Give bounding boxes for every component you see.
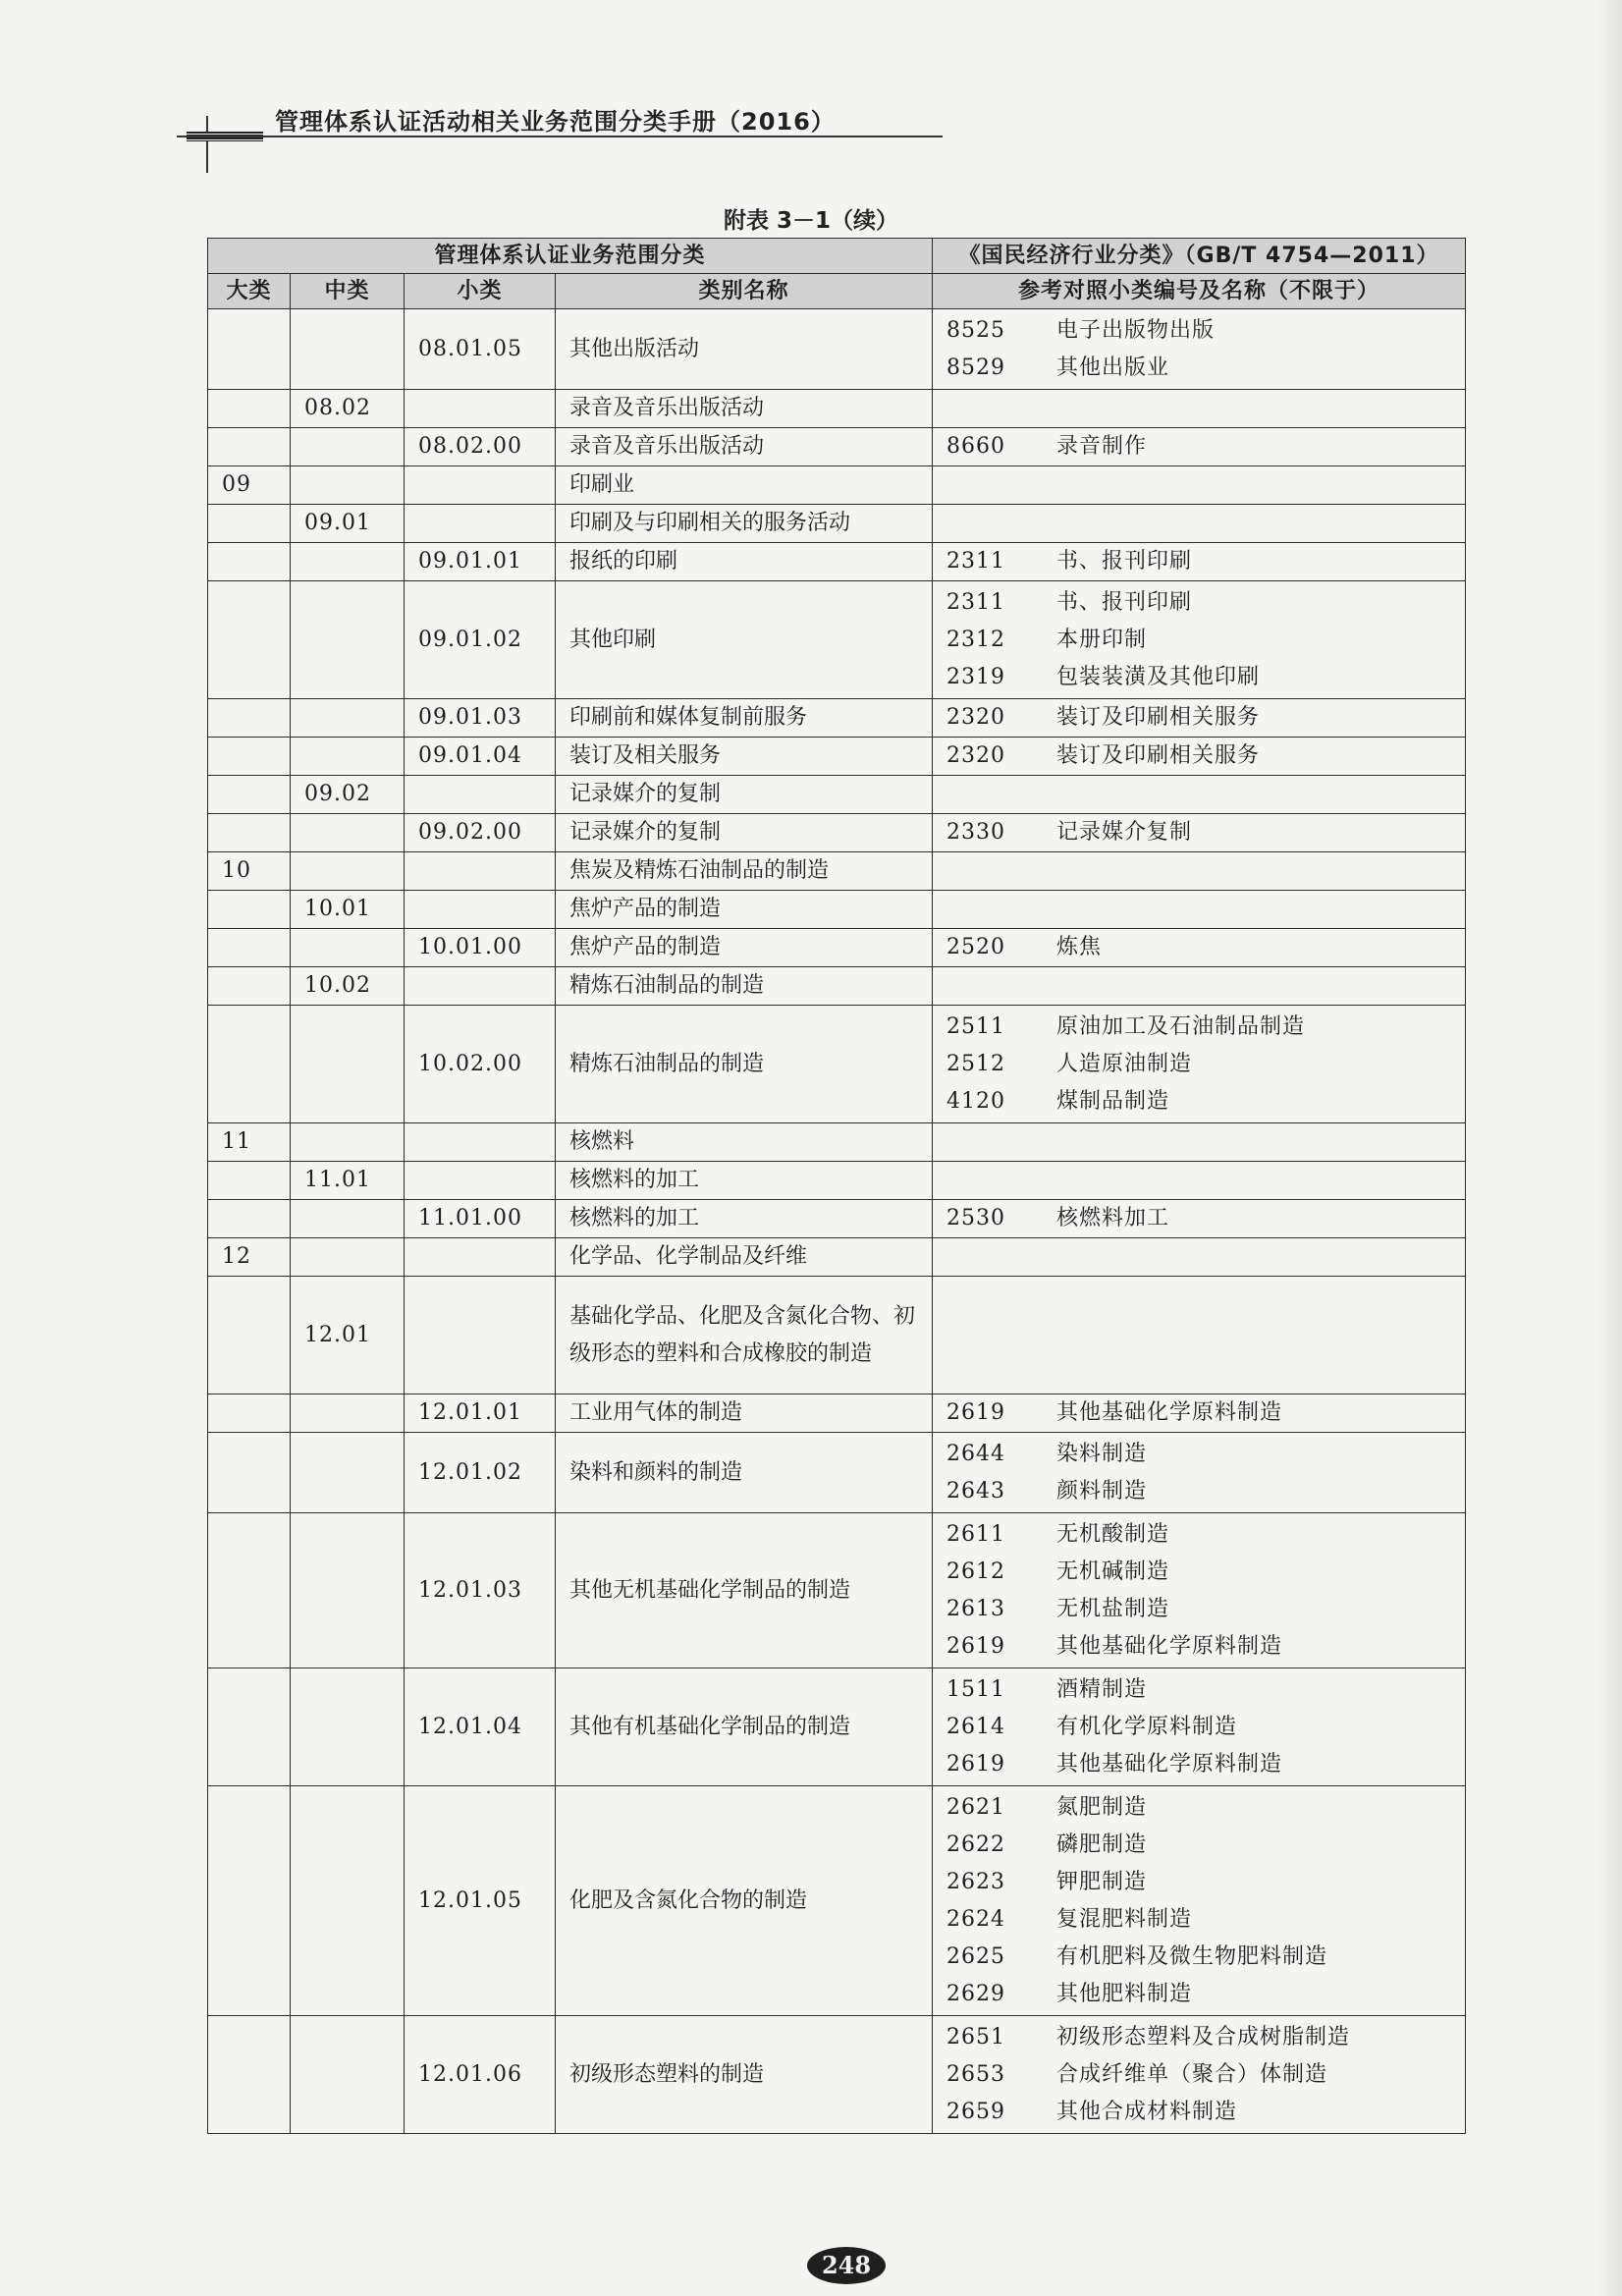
reference-name: 本册印制 — [1056, 627, 1148, 652]
cell-major — [208, 814, 291, 852]
cell-reference — [933, 699, 1466, 738]
classification-table — [207, 238, 1466, 2134]
cell-category-name: 印刷业 — [556, 466, 933, 505]
cell-category-name: 其他有机基础化学制品的制造 — [556, 1668, 933, 1786]
reference-code: 2625 — [946, 1943, 1006, 1969]
reference-name: 记录媒介复制 — [1056, 820, 1193, 845]
cell-category-name: 其他印刷 — [556, 581, 933, 699]
reference-entry — [946, 738, 1451, 775]
cell-mid — [291, 1238, 405, 1277]
cell-mid: 08.02 — [291, 390, 405, 428]
cell-minor — [405, 891, 556, 929]
reference-name: 酒精制造 — [1056, 1676, 1148, 1702]
reference-entry — [946, 2094, 1451, 2131]
cell-category-name: 焦炉产品的制造 — [556, 891, 933, 929]
reference-code: 2512 — [946, 1051, 1006, 1076]
cell-reference — [933, 738, 1466, 776]
reference-entry — [946, 584, 1451, 622]
cell-minor: 12.01.05 — [405, 1786, 556, 2016]
reference-entry — [946, 659, 1451, 696]
cell-mid — [291, 2016, 405, 2134]
reference-code: 2659 — [946, 2099, 1006, 2124]
cell-minor: 09.01.03 — [405, 699, 556, 738]
cell-reference — [933, 1006, 1466, 1123]
table-row — [208, 505, 1466, 543]
reference-name: 炼焦 — [1056, 935, 1103, 959]
table-row — [208, 390, 1466, 428]
reference-name: 装订及印刷相关服务 — [1056, 705, 1261, 730]
cell-reference — [933, 891, 1466, 929]
cell-mid: 10.01 — [291, 891, 405, 929]
cell-reference — [933, 967, 1466, 1006]
reference-entry — [946, 1789, 1451, 1827]
reference-entry — [946, 1939, 1451, 1976]
reference-code: 8660 — [946, 434, 1006, 459]
column-header-row — [208, 274, 1466, 309]
table-row — [208, 776, 1466, 814]
cell-minor — [405, 1162, 556, 1200]
cell-reference — [933, 1162, 1466, 1200]
table-row — [208, 1513, 1466, 1668]
cell-minor — [405, 1277, 556, 1394]
cell-category-name: 核燃料的加工 — [556, 1200, 933, 1238]
cell-major — [208, 428, 291, 466]
cell-major — [208, 1394, 291, 1433]
cell-mid — [291, 581, 405, 699]
reference-code: 2622 — [946, 1831, 1006, 1857]
reference-code: 2320 — [946, 743, 1006, 768]
cell-category-name: 核燃料 — [556, 1123, 933, 1162]
cell-category-name: 其他出版活动 — [556, 309, 933, 390]
cell-category-name: 录音及音乐出版活动 — [556, 390, 933, 428]
cell-category-name: 化肥及含氮化合物的制造 — [556, 1786, 933, 2016]
header-tick-mark — [206, 116, 208, 173]
reference-code: 2643 — [946, 1478, 1006, 1503]
cell-minor — [405, 1238, 556, 1277]
reference-entry — [946, 1200, 1451, 1237]
reference-code: 2511 — [946, 1013, 1006, 1039]
reference-code: 2312 — [946, 627, 1006, 652]
cell-major — [208, 581, 291, 699]
reference-entry — [946, 1083, 1451, 1121]
table-row — [208, 1668, 1466, 1786]
reference-code: 8525 — [946, 317, 1006, 343]
reference-entry — [946, 1671, 1451, 1709]
cell-major — [208, 1513, 291, 1668]
cell-minor: 12.01.06 — [405, 2016, 556, 2134]
cell-mid: 09.01 — [291, 505, 405, 543]
page-edge-shadow — [1596, 0, 1622, 2296]
cell-major — [208, 1433, 291, 1513]
reference-name: 无机酸制造 — [1056, 1521, 1170, 1547]
reference-code: 2653 — [946, 2061, 1006, 2087]
reference-entry — [946, 1709, 1451, 1746]
cell-category-name: 装订及相关服务 — [556, 738, 933, 776]
cell-mid — [291, 699, 405, 738]
cell-category-name: 报纸的印刷 — [556, 543, 933, 581]
reference-entry — [946, 1864, 1451, 1901]
cell-reference — [933, 581, 1466, 699]
cell-mid — [291, 1123, 405, 1162]
cell-category-name: 焦炉产品的制造 — [556, 929, 933, 967]
cell-minor — [405, 852, 556, 891]
reference-entry — [946, 2056, 1451, 2094]
cell-major — [208, 738, 291, 776]
cell-minor — [405, 390, 556, 428]
cell-category-name: 核燃料的加工 — [556, 1162, 933, 1200]
cell-mid — [291, 929, 405, 967]
cell-major — [208, 1200, 291, 1238]
table-row — [208, 967, 1466, 1006]
reference-name: 其他基础化学原料制造 — [1056, 1633, 1283, 1659]
cell-mid — [291, 1668, 405, 1786]
reference-name: 核燃料加工 — [1056, 1206, 1170, 1230]
cell-category-name: 其他无机基础化学制品的制造 — [556, 1513, 933, 1668]
cell-minor: 12.01.04 — [405, 1668, 556, 1786]
cell-reference — [933, 428, 1466, 466]
cell-reference — [933, 1200, 1466, 1238]
header-title: 管理体系认证活动相关业务范围分类手册（2016） — [275, 108, 836, 136]
table-row — [208, 1238, 1466, 1277]
group-header-row — [208, 239, 1466, 274]
reference-code: 2651 — [946, 2024, 1006, 2050]
column-header-mid: 中类 — [291, 274, 405, 309]
group-header-right: 《国民经济行业分类》（GB/T 4754—2011） — [933, 239, 1466, 274]
reference-entry — [946, 1628, 1451, 1666]
cell-category-name: 基础化学品、化肥及含氮化合物、初级形态的塑料和合成橡胶的制造 — [556, 1277, 933, 1394]
cell-major — [208, 390, 291, 428]
cell-category-name: 精炼石油制品的制造 — [556, 1006, 933, 1123]
reference-code: 2614 — [946, 1714, 1006, 1739]
reference-name: 其他基础化学原料制造 — [1056, 1751, 1283, 1777]
reference-name: 有机肥料及微生物肥料制造 — [1056, 1943, 1328, 1969]
table-row — [208, 1433, 1466, 1513]
reference-name: 人造原油制造 — [1056, 1051, 1193, 1076]
reference-name: 装订及印刷相关服务 — [1056, 743, 1261, 768]
reference-code: 2623 — [946, 1869, 1006, 1894]
reference-name: 书、报刊印刷 — [1056, 549, 1193, 574]
cell-reference — [933, 2016, 1466, 2134]
cell-mid — [291, 1433, 405, 1513]
reference-entry — [946, 814, 1451, 851]
cell-category-name: 精炼石油制品的制造 — [556, 967, 933, 1006]
reference-code: 2619 — [946, 1633, 1006, 1659]
table-row — [208, 1006, 1466, 1123]
cell-major: 09 — [208, 466, 291, 505]
cell-category-name: 印刷前和媒体复制前服务 — [556, 699, 933, 738]
reference-entry — [946, 1046, 1451, 1083]
table-caption: 附表 3－1（续） — [723, 208, 898, 234]
reference-name: 书、报刊印刷 — [1056, 589, 1193, 615]
cell-reference — [933, 1786, 1466, 2016]
page-number-badge: 248 — [807, 2247, 886, 2284]
reference-name: 原油加工及石油制品制造 — [1056, 1013, 1306, 1039]
reference-entry — [946, 1516, 1451, 1554]
table-row — [208, 1786, 1466, 2016]
cell-mid — [291, 1786, 405, 2016]
reference-code: 2320 — [946, 705, 1006, 730]
cell-minor: 12.01.01 — [405, 1394, 556, 1433]
cell-category-name: 录音及音乐出版活动 — [556, 428, 933, 466]
reference-entry — [946, 1746, 1451, 1783]
table-row — [208, 1162, 1466, 1200]
reference-name: 氮肥制造 — [1056, 1794, 1148, 1820]
cell-category-name: 记录媒介的复制 — [556, 776, 933, 814]
reference-entry — [946, 929, 1451, 966]
reference-entry — [946, 1901, 1451, 1939]
cell-minor: 11.01.00 — [405, 1200, 556, 1238]
cell-reference — [933, 1433, 1466, 1513]
cell-mid — [291, 309, 405, 390]
cell-minor — [405, 776, 556, 814]
cell-reference — [933, 505, 1466, 543]
reference-code: 2629 — [946, 1981, 1006, 2006]
reference-entry — [946, 1436, 1451, 1473]
cell-major — [208, 891, 291, 929]
cell-major: 11 — [208, 1123, 291, 1162]
cell-reference — [933, 1394, 1466, 1433]
cell-mid — [291, 1513, 405, 1668]
cell-major — [208, 929, 291, 967]
column-header-reference: 参考对照小类编号及名称（不限于） — [933, 274, 1466, 309]
cell-major — [208, 309, 291, 390]
reference-name: 无机碱制造 — [1056, 1558, 1170, 1584]
table-row — [208, 466, 1466, 505]
reference-entry — [946, 1827, 1451, 1864]
cell-mid — [291, 1006, 405, 1123]
reference-entry — [946, 312, 1451, 350]
reference-entry — [946, 350, 1451, 387]
reference-code: 2624 — [946, 1906, 1006, 1932]
table-body — [208, 309, 1466, 2134]
reference-entry — [946, 699, 1451, 737]
table-row — [208, 738, 1466, 776]
reference-name: 煤制品制造 — [1056, 1088, 1170, 1114]
cell-mid — [291, 1200, 405, 1238]
cell-mid — [291, 543, 405, 581]
cell-reference — [933, 1513, 1466, 1668]
cell-major — [208, 776, 291, 814]
reference-name: 钾肥制造 — [1056, 1869, 1148, 1894]
cell-minor: 09.01.04 — [405, 738, 556, 776]
reference-name: 染料制造 — [1056, 1441, 1148, 1466]
group-header-left: 管理体系认证业务范围分类 — [208, 239, 933, 274]
cell-mid: 12.01 — [291, 1277, 405, 1394]
reference-entry — [946, 1394, 1451, 1432]
cell-mid — [291, 814, 405, 852]
reference-name: 合成纤维单（聚合）体制造 — [1056, 2061, 1328, 2087]
cell-reference — [933, 309, 1466, 390]
reference-code: 2319 — [946, 664, 1006, 689]
reference-code: 2619 — [946, 1400, 1006, 1425]
reference-entry — [946, 1473, 1451, 1510]
reference-name: 颜料制造 — [1056, 1478, 1148, 1503]
cell-reference — [933, 929, 1466, 967]
cell-major — [208, 1786, 291, 2016]
cell-mid — [291, 428, 405, 466]
cell-reference — [933, 390, 1466, 428]
cell-minor — [405, 967, 556, 1006]
cell-minor: 09.01.01 — [405, 543, 556, 581]
cell-category-name: 染料和颜料的制造 — [556, 1433, 933, 1513]
reference-name: 其他基础化学原料制造 — [1056, 1400, 1283, 1425]
column-header-name: 类别名称 — [556, 274, 933, 309]
cell-minor: 09.02.00 — [405, 814, 556, 852]
column-header-major: 大类 — [208, 274, 291, 309]
cell-minor: 08.01.05 — [405, 309, 556, 390]
table-row — [208, 581, 1466, 699]
reference-name: 录音制作 — [1056, 434, 1148, 459]
cell-major: 12 — [208, 1238, 291, 1277]
cell-major: 10 — [208, 852, 291, 891]
reference-code: 4120 — [946, 1088, 1006, 1114]
cell-minor: 10.01.00 — [405, 929, 556, 967]
reference-code: 1511 — [946, 1676, 1006, 1702]
cell-category-name: 工业用气体的制造 — [556, 1394, 933, 1433]
cell-minor — [405, 505, 556, 543]
table-row — [208, 543, 1466, 581]
cell-minor — [405, 466, 556, 505]
reference-entry — [946, 1554, 1451, 1591]
table-row — [208, 929, 1466, 967]
reference-name: 其他肥料制造 — [1056, 1981, 1193, 2006]
reference-code: 2611 — [946, 1521, 1006, 1547]
cell-reference — [933, 814, 1466, 852]
reference-name: 无机盐制造 — [1056, 1596, 1170, 1621]
cell-reference — [933, 543, 1466, 581]
table-row — [208, 699, 1466, 738]
cell-mid — [291, 738, 405, 776]
cell-major — [208, 543, 291, 581]
reference-code: 8529 — [946, 355, 1006, 380]
cell-reference — [933, 1668, 1466, 1786]
cell-reference — [933, 1123, 1466, 1162]
reference-entry — [946, 428, 1451, 465]
cell-minor: 10.02.00 — [405, 1006, 556, 1123]
cell-major — [208, 1006, 291, 1123]
cell-category-name: 印刷及与印刷相关的服务活动 — [556, 505, 933, 543]
reference-name: 磷肥制造 — [1056, 1831, 1148, 1857]
cell-major — [208, 505, 291, 543]
reference-entry — [946, 2019, 1451, 2056]
reference-name: 有机化学原料制造 — [1056, 1714, 1238, 1739]
reference-entry — [946, 1591, 1451, 1628]
reference-name: 电子出版物出版 — [1056, 317, 1216, 343]
cell-major — [208, 1277, 291, 1394]
table-row — [208, 852, 1466, 891]
cell-mid — [291, 852, 405, 891]
column-header-minor: 小类 — [405, 274, 556, 309]
table-row — [208, 2016, 1466, 2134]
cell-category-name: 初级形态塑料的制造 — [556, 2016, 933, 2134]
cell-minor: 12.01.03 — [405, 1513, 556, 1668]
cell-minor: 09.01.02 — [405, 581, 556, 699]
reference-code: 2612 — [946, 1558, 1006, 1584]
cell-minor: 12.01.02 — [405, 1433, 556, 1513]
reference-name: 复混肥料制造 — [1056, 1906, 1193, 1932]
reference-entry — [946, 1009, 1451, 1046]
cell-category-name: 记录媒介的复制 — [556, 814, 933, 852]
table-row — [208, 428, 1466, 466]
reference-entry — [946, 622, 1451, 659]
cell-reference — [933, 852, 1466, 891]
table-row — [208, 1200, 1466, 1238]
cell-mid — [291, 1394, 405, 1433]
table-row — [208, 309, 1466, 390]
reference-code: 2520 — [946, 935, 1006, 959]
cell-mid: 09.02 — [291, 776, 405, 814]
reference-code: 2330 — [946, 820, 1006, 845]
reference-name: 初级形态塑料及合成树脂制造 — [1056, 2024, 1351, 2050]
table-row — [208, 1277, 1466, 1394]
reference-entry — [946, 1976, 1451, 2013]
cell-reference — [933, 1238, 1466, 1277]
table-row — [208, 814, 1466, 852]
reference-code: 2613 — [946, 1596, 1006, 1621]
cell-major — [208, 1668, 291, 1786]
cell-major — [208, 1162, 291, 1200]
cell-minor — [405, 1123, 556, 1162]
table-row — [208, 1394, 1466, 1433]
table-row — [208, 891, 1466, 929]
reference-code: 2621 — [946, 1794, 1006, 1820]
reference-name: 包装装潢及其他印刷 — [1056, 664, 1261, 689]
cell-minor: 08.02.00 — [405, 428, 556, 466]
cell-major — [208, 2016, 291, 2134]
reference-code: 2311 — [946, 549, 1006, 574]
cell-major — [208, 967, 291, 1006]
cell-mid — [291, 466, 405, 505]
cell-category-name: 化学品、化学制品及纤维 — [556, 1238, 933, 1277]
cell-mid: 10.02 — [291, 967, 405, 1006]
reference-code: 2530 — [946, 1206, 1006, 1230]
reference-name: 其他合成材料制造 — [1056, 2099, 1238, 2124]
reference-entry — [946, 543, 1451, 580]
table-row — [208, 1123, 1466, 1162]
reference-name: 其他出版业 — [1056, 355, 1170, 380]
cell-category-name: 焦炭及精炼石油制品的制造 — [556, 852, 933, 891]
cell-reference — [933, 1277, 1466, 1394]
cell-major — [208, 699, 291, 738]
reference-code: 2311 — [946, 589, 1006, 615]
reference-code: 2644 — [946, 1441, 1006, 1466]
cell-reference — [933, 466, 1466, 505]
cell-reference — [933, 776, 1466, 814]
cell-mid: 11.01 — [291, 1162, 405, 1200]
reference-code: 2619 — [946, 1751, 1006, 1777]
running-header — [177, 94, 943, 153]
